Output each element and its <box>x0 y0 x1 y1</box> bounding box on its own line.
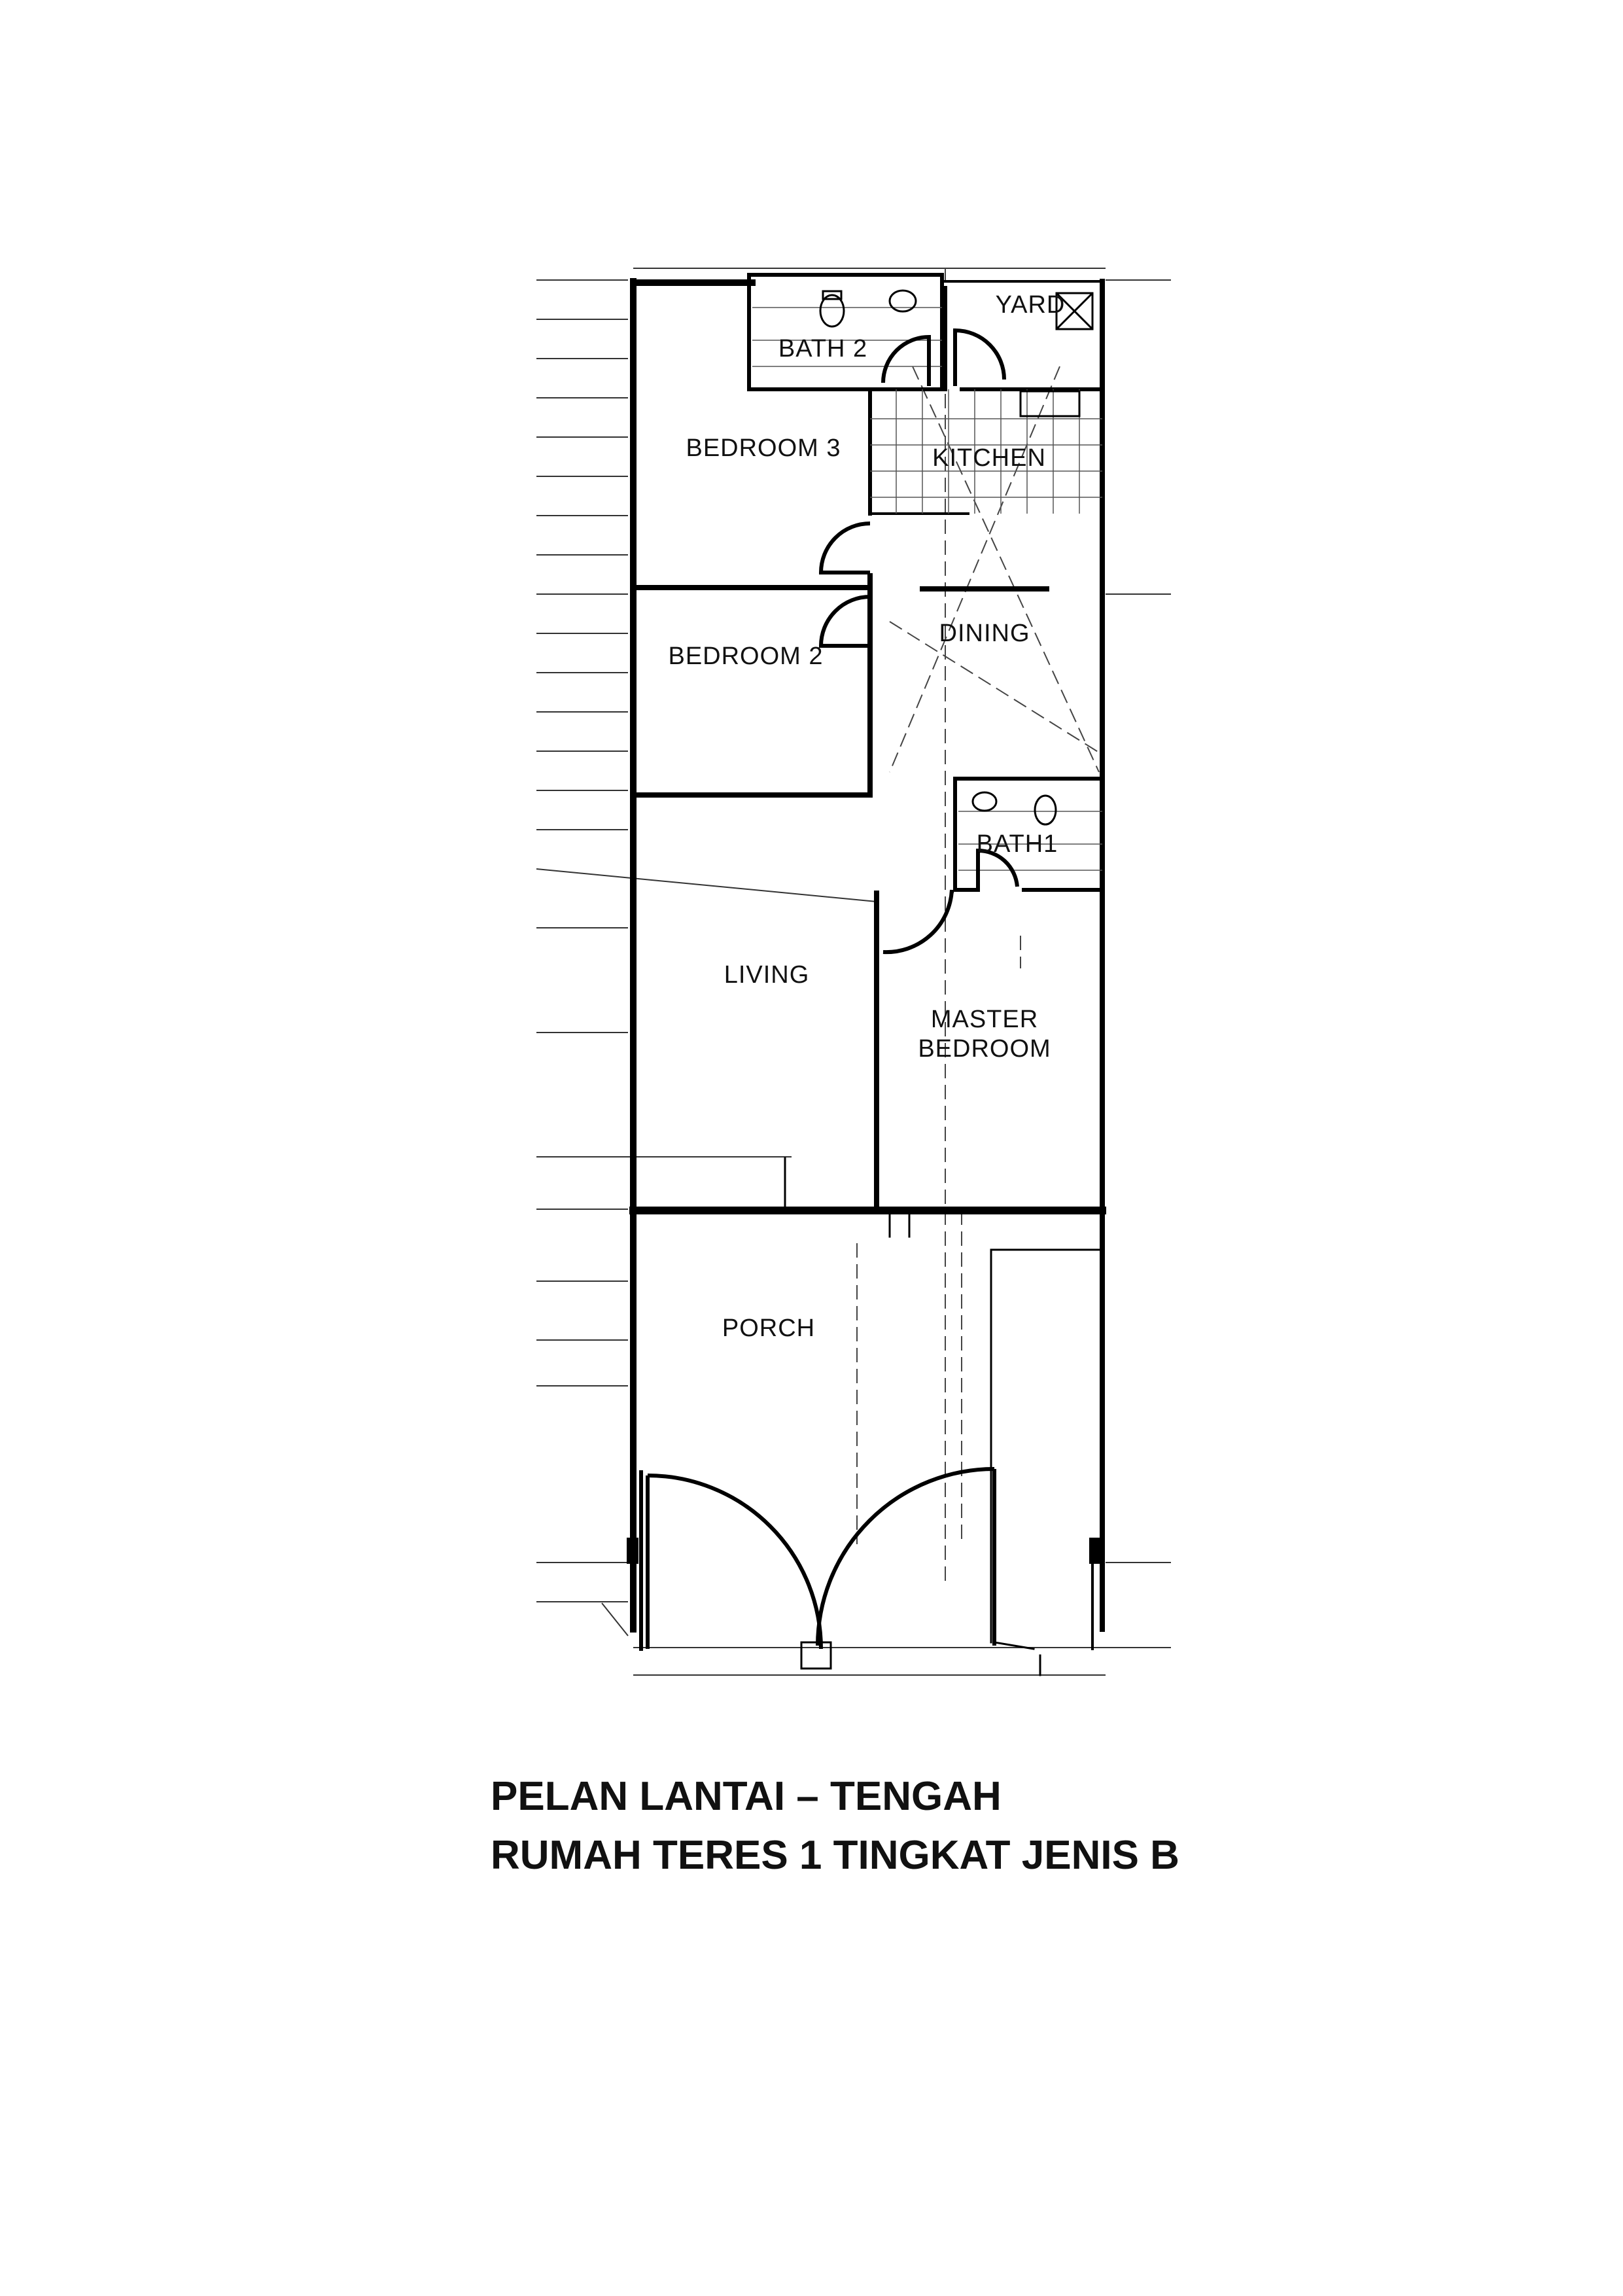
bath2-label: BATH 2 <box>778 335 868 362</box>
bath1-label: BATH1 <box>976 830 1058 858</box>
master-bedroom-door <box>883 890 952 952</box>
master-bedroom-label-line1: MASTER <box>930 1006 1039 1033</box>
sink-icon <box>1021 391 1079 416</box>
bedroom2-door <box>821 597 870 646</box>
basin-icon <box>890 291 916 311</box>
bedroom3-label: BEDROOM 3 <box>686 434 841 462</box>
master-bedroom-label-line2: BEDROOM <box>918 1035 1051 1063</box>
yard-label: YARD <box>995 291 1066 319</box>
bath2-door <box>883 337 929 386</box>
dining-label: DINING <box>939 620 1030 647</box>
left-gate <box>648 1475 821 1649</box>
bedroom2-label: BEDROOM 2 <box>668 643 824 670</box>
caption-title: PELAN LANTAI – TENGAH <box>491 1774 1002 1819</box>
bedroom3-door <box>821 523 870 573</box>
toilet-icon <box>1035 796 1056 824</box>
walls <box>627 275 1102 1675</box>
caption-subtitle: RUMAH TERES 1 TINGKAT JENIS B <box>491 1833 1179 1878</box>
kitchen-label: KITCHEN <box>932 444 1046 472</box>
basin-icon <box>973 792 996 811</box>
kitchen-door <box>955 330 1004 386</box>
living-label: LIVING <box>724 961 810 989</box>
right-gate <box>818 1469 994 1646</box>
porch-label: PORCH <box>722 1315 816 1342</box>
